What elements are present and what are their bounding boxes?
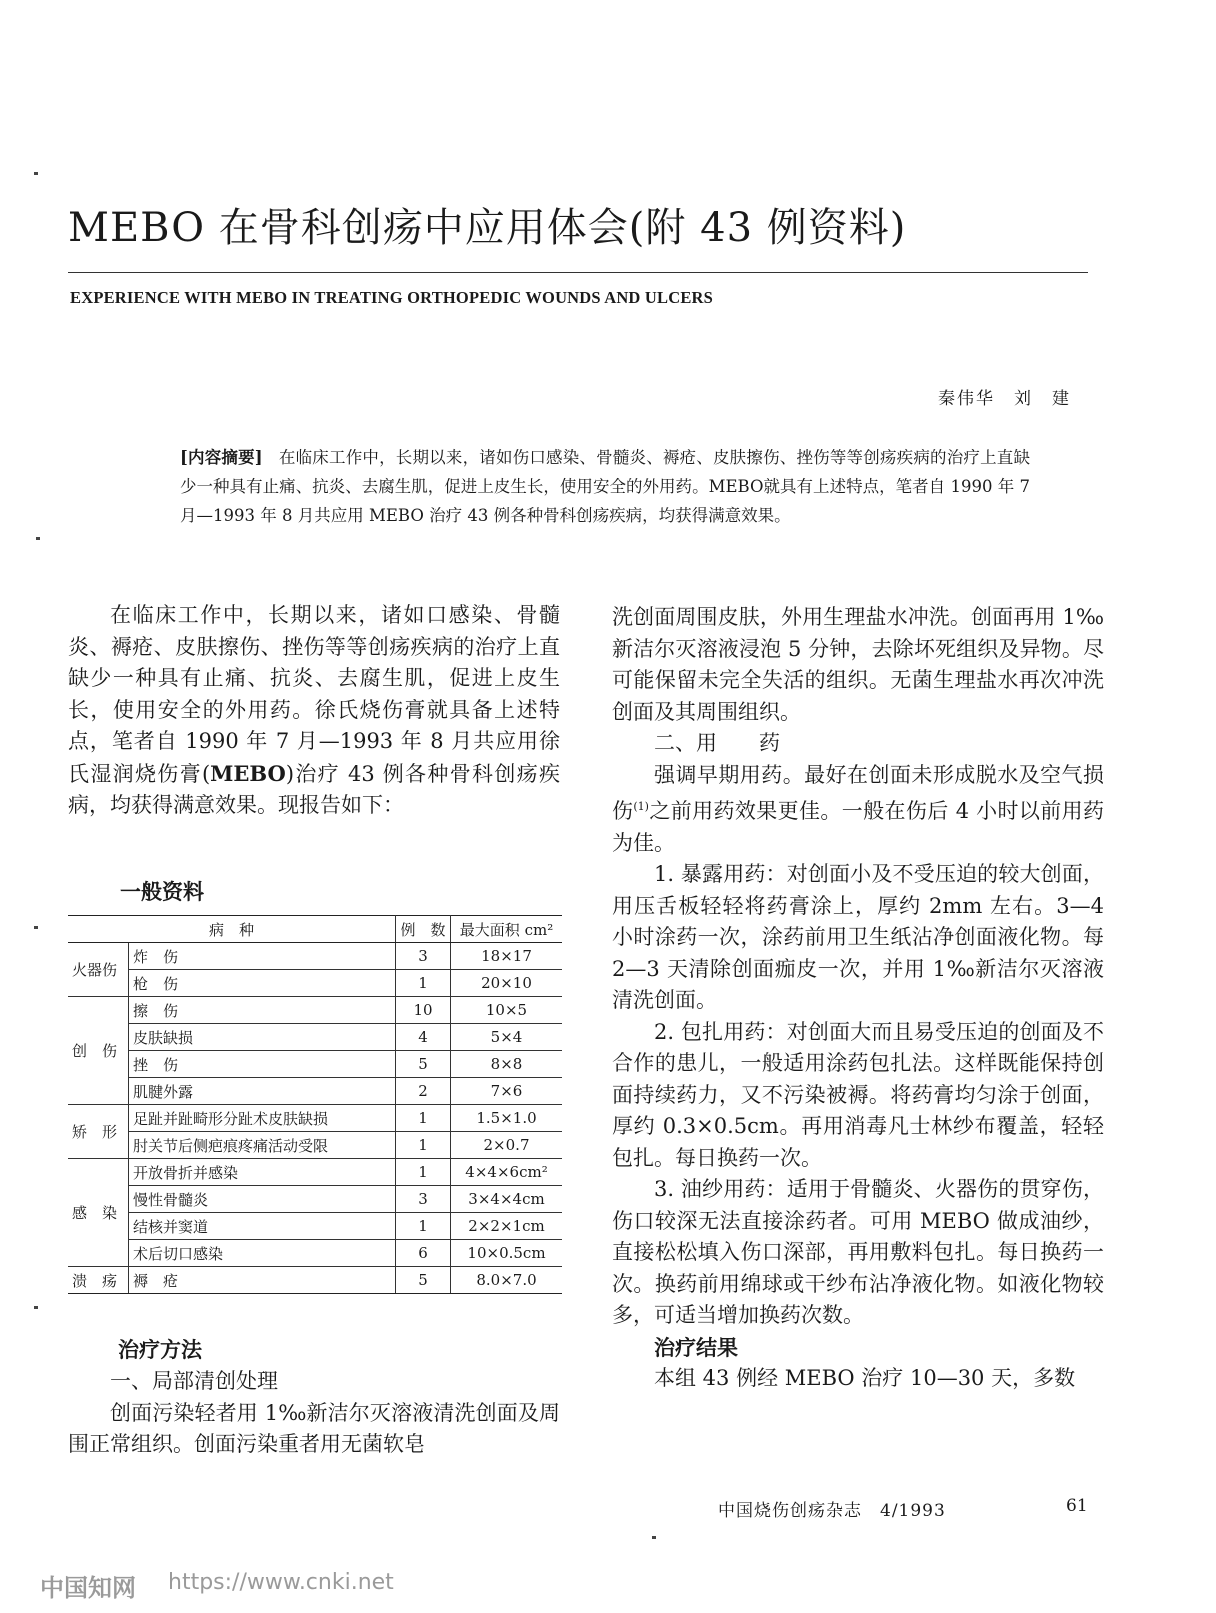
scan-speck: [34, 172, 38, 175]
table-row: [68, 1213, 562, 1240]
table-row: [68, 1105, 562, 1132]
table-row: [68, 1159, 562, 1186]
cell-disease: 慢性骨髓炎: [129, 1186, 396, 1213]
cell-area: 2×2×1cm: [451, 1213, 563, 1240]
abstract-text: 在临床工作中，长期以来，诸如伤口感染、骨髓炎、褥疮、皮肤擦伤、挫伤等等创疡疾病的治疗上直缺少一种具有止痛、抗炎、去腐生肌，促进上皮生长，使用安全的外用药。MEBO就具有上述特点，笔者自 1990 年 7 月—1993 年 8 月共应用 MEBO 治疗 43 例各种骨科创疡疾病，均获得满意效果。: [180, 448, 1030, 525]
table-header-row: [68, 916, 562, 943]
paper-title: MEBO 在骨科创疡中应用体会(附 43 例资料): [68, 205, 907, 251]
group-name: 溃 疡: [68, 1267, 129, 1294]
method-subheading-2: 二、用 药: [654, 731, 780, 755]
cell-area: 1.5×1.0: [451, 1105, 563, 1132]
header-count: 例 数: [396, 916, 451, 943]
table-row: [68, 1078, 562, 1105]
method-subheading-1: 一、局部清创处理: [110, 1369, 278, 1393]
cell-disease: 结核并窦道: [129, 1213, 396, 1240]
cell-area: 5×4: [451, 1024, 563, 1051]
cell-count: 3: [396, 943, 451, 970]
intro-column: [68, 600, 560, 822]
cell-disease: 擦 伤: [129, 997, 396, 1024]
cell-disease: 炸 伤: [129, 943, 396, 970]
section-result-heading: 治疗结果: [654, 1334, 738, 1360]
cnki-watermark-url: https://www.cnki.net: [168, 1570, 394, 1595]
method-paragraph-1: 创面污染轻者用 1‰新洁尔灭溶液清洗创面及周围正常组织。创面污染重者用无菌软皂: [68, 1400, 560, 1456]
table-row: [68, 1024, 562, 1051]
cell-area: 8.0×7.0: [451, 1267, 563, 1294]
english-title: EXPERIENCE WITH MEBO IN TREATING ORTHOPEDIC WOUNDS AND ULCERS: [70, 288, 714, 307]
cell-area: 7×6: [451, 1078, 563, 1105]
table-row: [68, 1240, 562, 1267]
method-paragraph-5: 3. 油纱用药：适用于骨髓炎、火器伤的贯穿伤，伤口较深无法直接涂药者。可用 MEBO 做成油纱，直接松松填入伤口深部，再用敷料包扎。每日换药一次。换药前用绵球或干纱布沾净液化物。如液化物较多，可适当增加换药次数。: [612, 1177, 1104, 1327]
table-row: [68, 997, 562, 1024]
table-row: [68, 1267, 562, 1294]
cell-count: 6: [396, 1240, 451, 1267]
table-row: [68, 1186, 562, 1213]
scan-speck: [34, 926, 38, 929]
abstract-label: [内容摘要]: [180, 448, 263, 467]
cell-count: 3: [396, 1186, 451, 1213]
cell-count: 2: [396, 1078, 451, 1105]
cell-area: 10×5: [451, 997, 563, 1024]
header-area: 最大面积 cm²: [451, 916, 563, 943]
cell-count: 5: [396, 1051, 451, 1078]
group-name: 火器伤: [68, 943, 129, 997]
intro-paragraph: 在临床工作中，长期以来，诸如口感染、骨髓炎、褥疮、皮肤擦伤、挫伤等等创疡疾病的治疗上直缺少一种具有止痛、抗炎、去腐生肌，促进上皮生长，使用安全的外用药。徐氏烧伤膏就具备上述特点，笔者自 1990 年 7 月—1993 年 8 月共应用徐氏湿润烧伤膏(MEBO)治疗 43 例各种骨科创疡疾病，均获得满意效果。现报告如下：: [68, 603, 560, 817]
cnki-watermark-logo: 中国知网: [40, 1574, 136, 1602]
section-general-heading: 一般资料: [120, 879, 204, 904]
table-row: [68, 1051, 562, 1078]
method-paragraph-1-continued: 洗创面周围皮肤，外用生理盐水冲洗。创面再用 1‰新洁尔灭溶液浸泡 5 分钟，去除坏死组织及异物。尽可能保留未完全失活的组织。无菌生理盐水再次冲洗创面及其周围组织。: [612, 605, 1104, 724]
page-number: 61: [1066, 1496, 1088, 1516]
cell-area: 4×4×6cm²: [451, 1159, 563, 1186]
cases-table: [68, 915, 562, 1294]
reference-marker: (1): [633, 800, 649, 813]
method-paragraph-4: 2. 包扎用药：对创面大而且易受压迫的创面及不合作的患儿，一般适用涂药包扎法。这样既能保持创面持续药力，又不污染被褥。将药膏均匀涂于创面，厚约 0.3×0.5cm。再用消毒凡士林纱布覆盖，轻轻包扎。每日换药一次。: [612, 1019, 1104, 1170]
title-rule: [68, 272, 1088, 273]
scan-speck: [36, 537, 40, 540]
cell-area: 20×10: [451, 970, 563, 997]
cell-count: 1: [396, 1159, 451, 1186]
cell-disease: 足趾并趾畸形分趾术皮肤缺损: [129, 1105, 396, 1132]
scan-speck: [652, 1536, 656, 1539]
cell-count: 1: [396, 1213, 451, 1240]
cell-disease: 肘关节后侧疤痕疼痛活动受限: [129, 1132, 396, 1159]
table-row: [68, 970, 562, 997]
cell-count: 5: [396, 1267, 451, 1294]
cell-count: 1: [396, 1105, 451, 1132]
method-paragraph-2: 强调早期用药。最好在创面未形成脱水及空气损伤$^{(1)}$之前用药效果更佳。一般在伤后 4 小时以前用药为佳。: [612, 762, 1105, 855]
cell-area: 10×0.5cm: [451, 1240, 563, 1267]
group-name: 矫 形: [68, 1105, 129, 1159]
cell-area: 18×17: [451, 943, 563, 970]
table-row: [68, 1132, 562, 1159]
result-paragraph: 本组 43 例经 MEBO 治疗 10—30 天，多数: [654, 1366, 1076, 1390]
method-column-right: [612, 602, 1104, 1395]
cell-area: 3×4×4cm: [451, 1186, 563, 1213]
method-paragraph-3: 1. 暴露用药：对创面小及不受压迫的较大创面，用压舌板轻轻将药膏涂上，厚约 2mm 左右。3—4 小时涂药一次，涂药前用卫生纸沾净创面液化物。每 2—3 天清除创面痂皮一次，并用 1‰新洁尔灭溶液清洗创面。: [612, 862, 1104, 1012]
cell-disease: 肌腱外露: [129, 1078, 396, 1105]
cell-count: 10: [396, 997, 451, 1024]
cell-disease: 褥 疮: [129, 1267, 396, 1294]
cell-disease: 枪 伤: [129, 970, 396, 997]
cell-disease: 挫 伤: [129, 1051, 396, 1078]
cell-area: 2×0.7: [451, 1132, 563, 1159]
cell-count: 1: [396, 1132, 451, 1159]
header-disease: 病 种: [68, 916, 396, 943]
cell-count: 4: [396, 1024, 451, 1051]
scan-speck: [34, 1306, 38, 1309]
method-column-left: [68, 1366, 560, 1461]
cell-disease: 开放骨折并感染: [129, 1159, 396, 1186]
group-name: 创 伤: [68, 997, 129, 1105]
group-name: 感 染: [68, 1159, 129, 1267]
authors: 秦伟华 刘 建: [938, 389, 1071, 409]
section-method-heading: 治疗方法: [118, 1337, 202, 1362]
table-row: [68, 943, 562, 970]
footer-journal: 中国烧伤创疡杂志 4/1993: [718, 1501, 946, 1521]
abstract: [180, 443, 1030, 530]
cell-disease: 皮肤缺损: [129, 1024, 396, 1051]
cell-count: 1: [396, 970, 451, 997]
cell-disease: 术后切口感染: [129, 1240, 396, 1267]
cell-area: 8×8: [451, 1051, 563, 1078]
